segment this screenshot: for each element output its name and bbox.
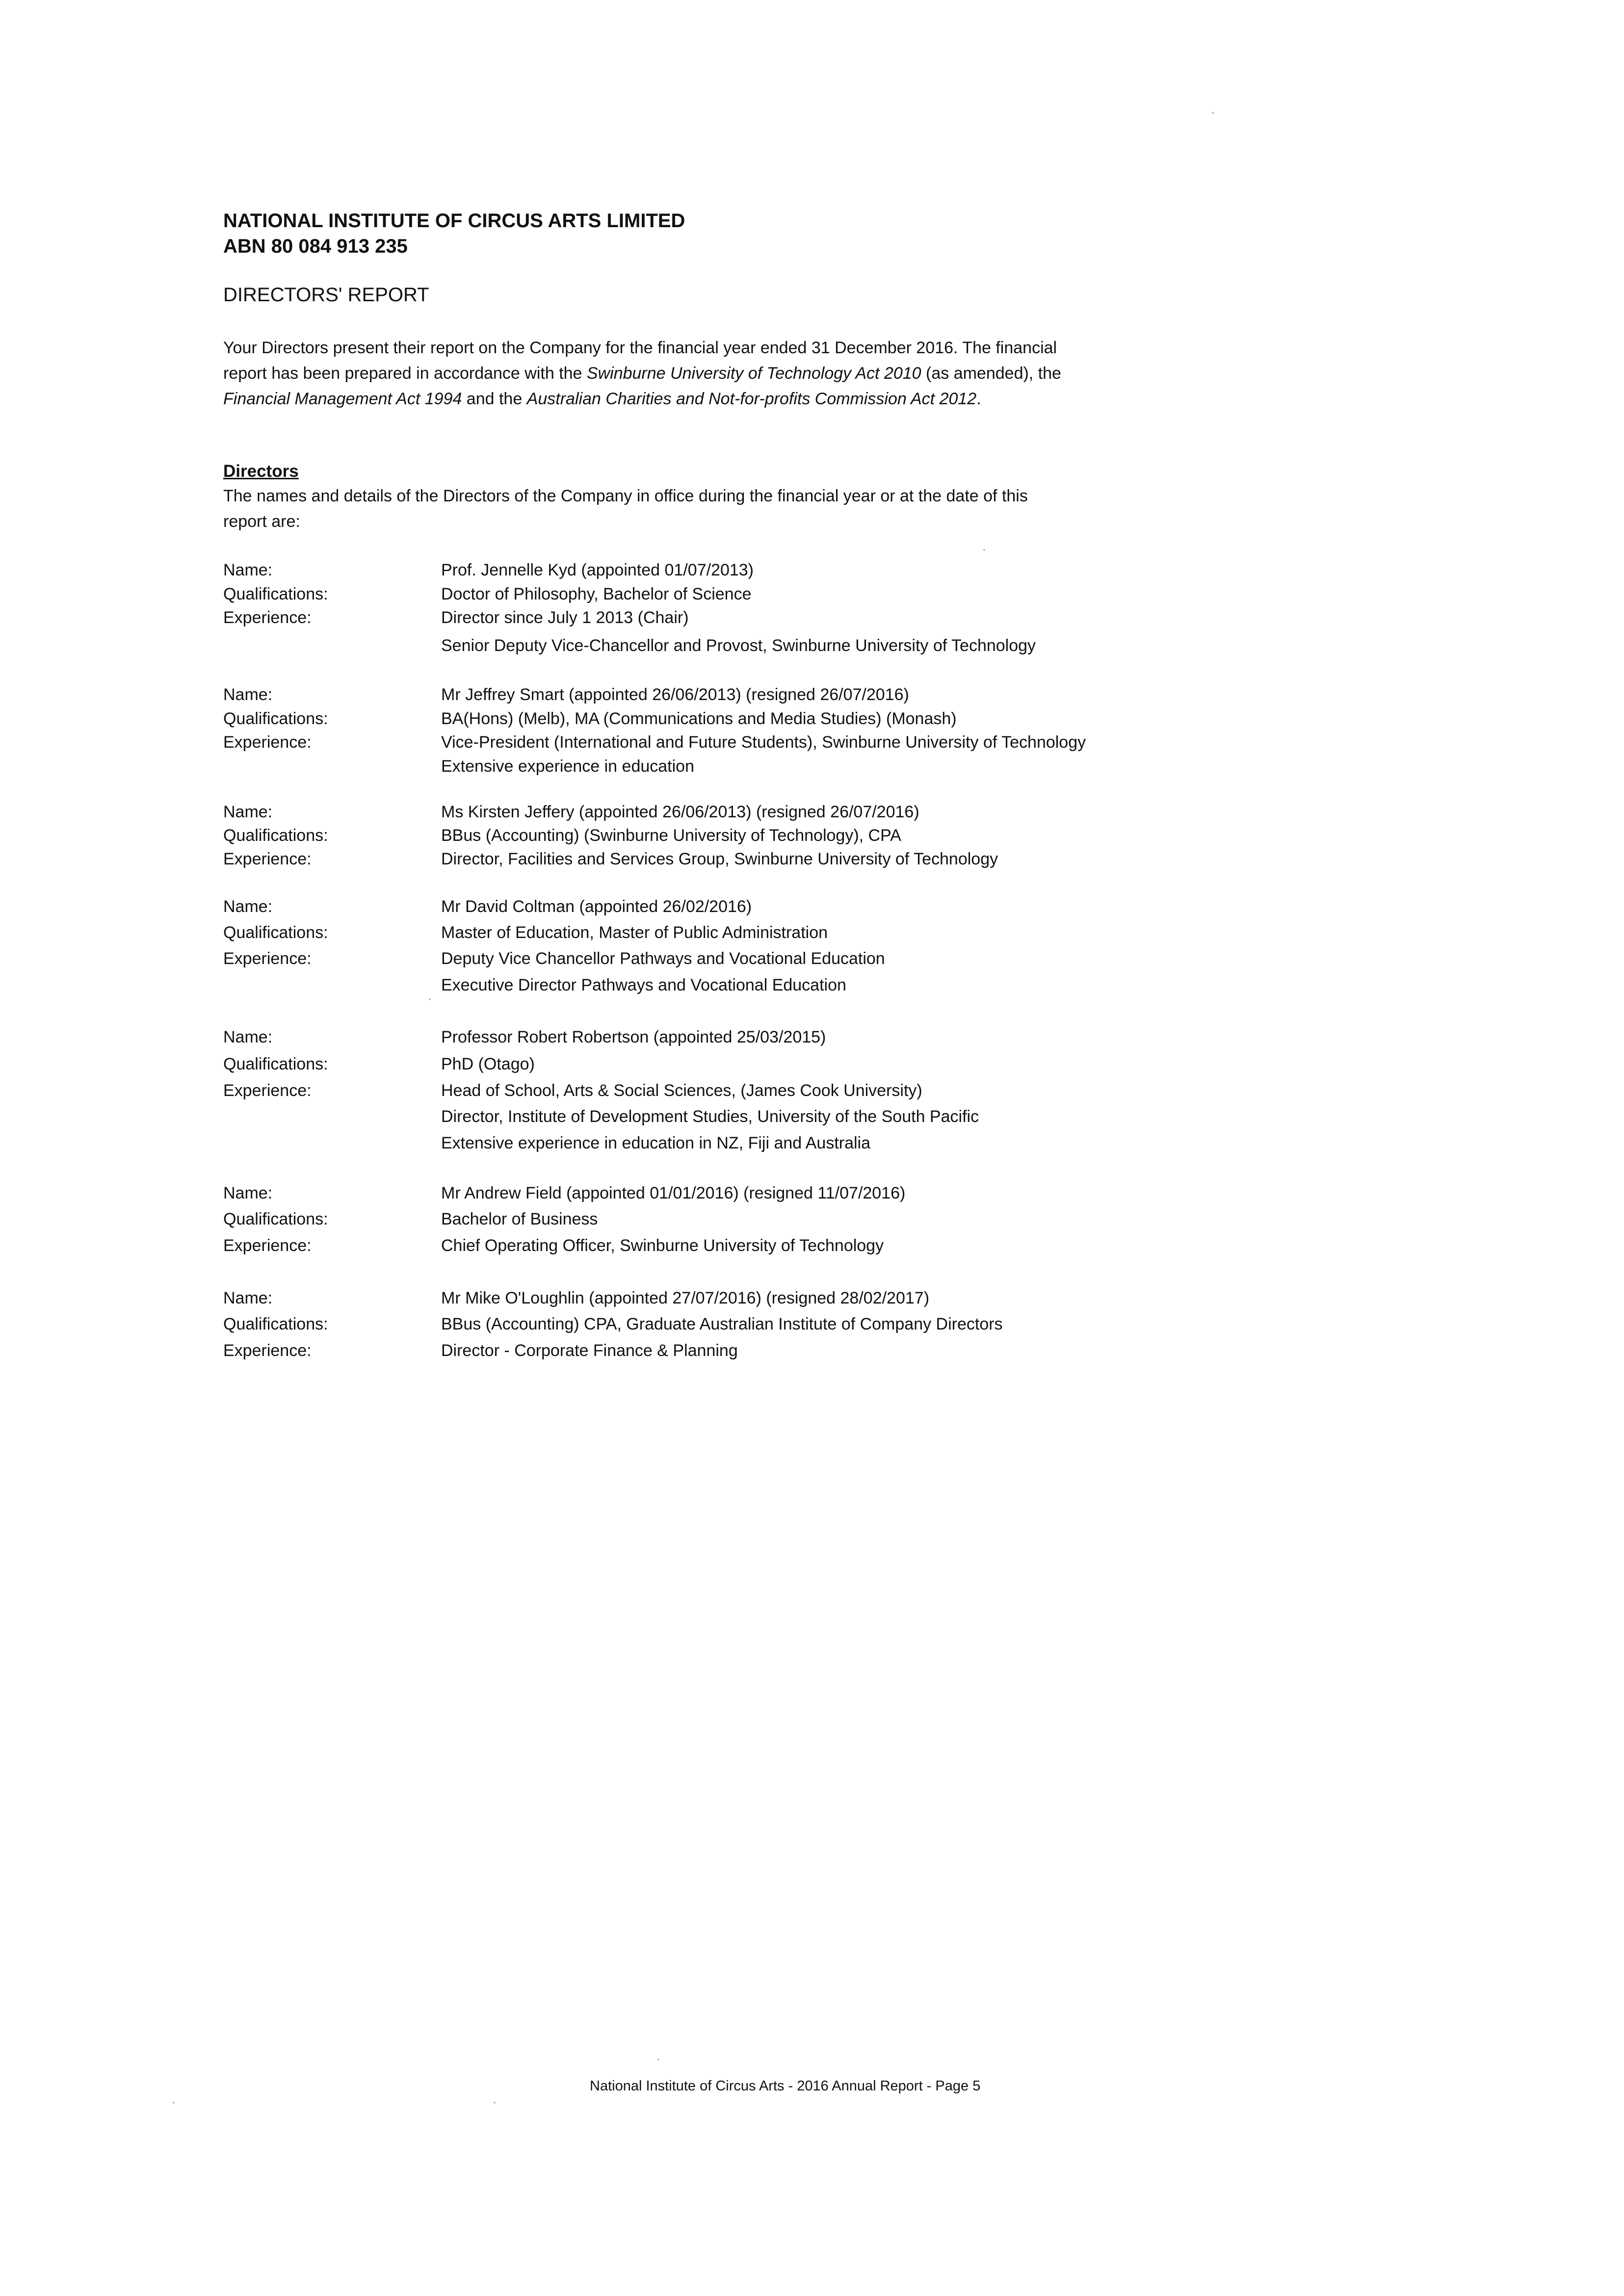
scan-speck (1212, 112, 1214, 114)
director-5-experience-1: Head of School, Arts & Social Sciences, (James Cook University) (441, 1081, 922, 1100)
scan-speck (657, 2059, 659, 2061)
director-1-name-label: Name: (223, 561, 273, 579)
intro-act-3: Australian Charities and Not-for-profits Commission Act 2012 (526, 390, 977, 408)
director-7-name: Mr Mike O'Loughlin (appointed 27/07/2016) (resigned 28/02/2017) (441, 1289, 930, 1307)
director-6-name: Mr Andrew Field (appointed 01/01/2016) (resigned 11/07/2016) (441, 1184, 906, 1202)
director-3-experience-label: Experience: (223, 850, 312, 868)
scan-speck (494, 2102, 496, 2104)
director-1-qualifications: Doctor of Philosophy, Bachelor of Science (441, 585, 752, 603)
director-6-qualifications-label: Qualifications: (223, 1210, 328, 1228)
director-7-experience-label: Experience: (223, 1341, 312, 1360)
intro-text-1: Your Directors present their report on the Company for the financial year ended 31 December 2016. The financial report has been prepared in accordance with the (223, 339, 1057, 383)
intro-text-2: (as amended), the (921, 364, 1061, 383)
scan-speck (983, 549, 985, 551)
director-5-experience-3: Extensive experience in education in NZ, Fiji and Australia (441, 1134, 871, 1152)
director-6-experience-1: Chief Operating Officer, Swinburne University of Technology (441, 1236, 884, 1255)
director-7-qualifications-label: Qualifications: (223, 1315, 328, 1333)
report-title: DIRECTORS' REPORT (223, 284, 429, 306)
director-7-name-label: Name: (223, 1289, 273, 1307)
director-5-experience-2: Director, Institute of Development Studies, University of the South Pacific (441, 1107, 979, 1126)
director-1-qualifications-label: Qualifications: (223, 585, 328, 603)
director-6-qualifications: Bachelor of Business (441, 1210, 598, 1228)
director-4-name: Mr David Coltman (appointed 26/02/2016) (441, 897, 752, 916)
scan-speck (173, 2102, 175, 2104)
director-4-experience-label: Experience: (223, 949, 312, 968)
director-2-experience-2: Extensive experience in education (441, 757, 694, 776)
director-7-qualifications: BBus (Accounting) CPA, Graduate Australian Institute of Company Directors (441, 1315, 1003, 1333)
director-3-name-label: Name: (223, 803, 273, 821)
director-4-experience-2: Executive Director Pathways and Vocational Education (441, 976, 846, 994)
director-3-name: Ms Kirsten Jeffery (appointed 26/06/2013) (resigned 26/07/2016) (441, 803, 919, 821)
director-5-name-label: Name: (223, 1028, 273, 1046)
intro-paragraph (223, 335, 1087, 412)
director-3-qualifications-label: Qualifications: (223, 826, 328, 845)
director-1-experience-2: Senior Deputy Vice-Chancellor and Provost, Swinburne University of Technology (441, 636, 1036, 655)
director-4-qualifications: Master of Education, Master of Public Administration (441, 923, 828, 942)
director-5-name: Professor Robert Robertson (appointed 25/03/2015) (441, 1028, 826, 1046)
director-5-qualifications: PhD (Otago) (441, 1055, 535, 1073)
scan-speck (429, 998, 431, 1000)
director-7-experience-1: Director - Corporate Finance & Planning (441, 1341, 738, 1360)
director-6-experience-label: Experience: (223, 1236, 312, 1255)
director-1-name: Prof. Jennelle Kyd (appointed 01/07/2013) (441, 561, 754, 579)
intro-text-3: and the (462, 390, 527, 408)
intro-act-1: Swinburne University of Technology Act 2010 (586, 364, 921, 383)
intro-act-2: Financial Management Act 1994 (223, 390, 462, 408)
intro-text-4: . (976, 390, 981, 408)
director-4-qualifications-label: Qualifications: (223, 923, 328, 942)
abn-number: ABN 80 084 913 235 (223, 235, 408, 257)
director-2-qualifications-label: Qualifications: (223, 709, 328, 728)
director-2-experience-label: Experience: (223, 733, 312, 752)
directors-heading: Directors (223, 462, 299, 481)
director-5-qualifications-label: Qualifications: (223, 1055, 328, 1073)
directors-intro: The names and details of the Directors of the Company in office during the financial year or at the date of this report are: (223, 487, 1028, 531)
director-2-qualifications: BA(Hons) (Melb), MA (Communications and Media Studies) (Monash) (441, 709, 957, 728)
director-5-experience-label: Experience: (223, 1081, 312, 1100)
director-3-qualifications: BBus (Accounting) (Swinburne University of Technology), CPA (441, 826, 901, 845)
director-3-experience-1: Director, Facilities and Services Group, Swinburne University of Technology (441, 850, 998, 868)
director-4-name-label: Name: (223, 897, 273, 916)
director-2-experience-1: Vice-President (International and Future Students), Swinburne University of Technology (441, 733, 1086, 752)
director-1-experience-1: Director since July 1 2013 (Chair) (441, 608, 689, 627)
director-2-name-label: Name: (223, 685, 273, 704)
director-6-name-label: Name: (223, 1184, 273, 1202)
organisation-name: NATIONAL INSTITUTE OF CIRCUS ARTS LIMITED (223, 210, 685, 232)
director-2-name: Mr Jeffrey Smart (appointed 26/06/2013) (resigned 26/07/2016) (441, 685, 909, 704)
director-4-experience-1: Deputy Vice Chancellor Pathways and Vocational Education (441, 949, 885, 968)
page-footer: National Institute of Circus Arts - 2016 Annual Report - Page 5 (590, 2078, 981, 2094)
director-1-experience-label: Experience: (223, 608, 312, 627)
